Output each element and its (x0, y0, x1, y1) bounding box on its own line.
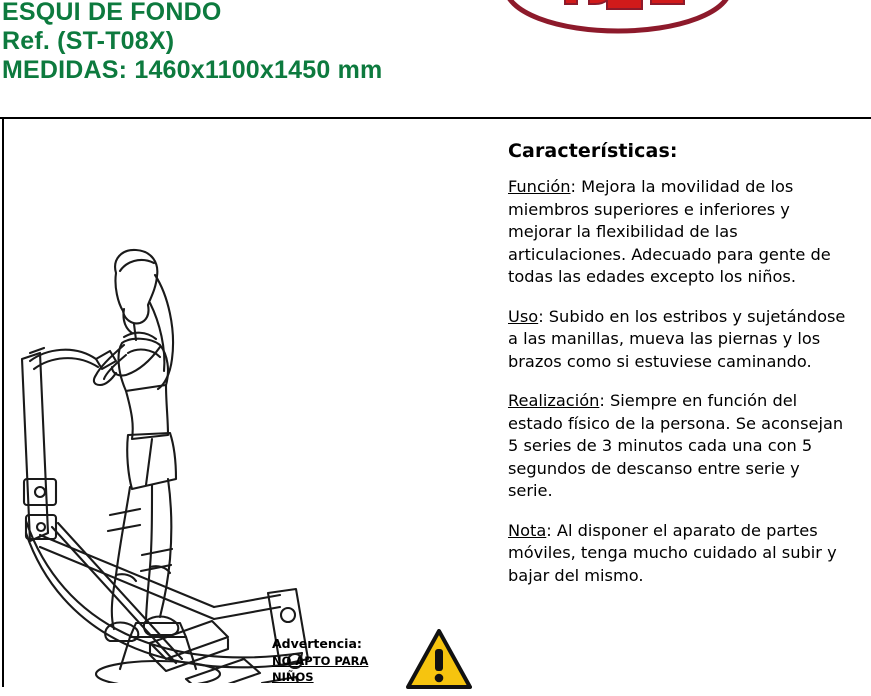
section-funcion-label: Función (508, 177, 571, 196)
section-funcion (508, 176, 848, 289)
characteristics-heading: Características: (508, 140, 678, 162)
warning-triangle-glyph (406, 629, 472, 691)
warning-triangle-icon (406, 629, 472, 691)
product-reference: Ref. (ST-T08X) (2, 27, 175, 55)
section-nota-body: : Al disponer el aparato de partes móviles, tenga mucho cuidado al subir y bajar del mismo. (508, 520, 837, 585)
page-title (2, 0, 382, 85)
product-name: ESQUI DE FONDO (2, 0, 222, 26)
section-uso-label: Uso (508, 306, 539, 326)
product-illustration (0, 123, 470, 683)
section-uso-body: : Subido en los estribos y sujetándose a las manillas, mueva las piernas y los brazos como si estuviese caminando. (508, 306, 846, 371)
cross-country-ski-machine-drawing (0, 123, 470, 683)
product-dimensions: MEDIDAS: 1460x1100x1450 mm (2, 56, 383, 84)
section-realizacion-label: Realización (508, 391, 600, 410)
company-logo-icon (503, 0, 733, 58)
characteristics-section (508, 140, 848, 587)
warning-heading-label: Advertencia: (272, 636, 362, 651)
warning-text: NO APTO PARA NIÑOS (272, 654, 369, 684)
section-realizacion-body: : Siempre en función del estado físico de la persona. Se aconsejan 5 series de 3 minutos cada una con 5 segundos de descanso entre serie y serie. (508, 391, 844, 500)
section-uso (508, 306, 848, 374)
section-funcion-body: : Mejora la movilidad de los miembros superiores e inferiores y mejorar la flexibilidad de las articulaciones. Adecuado para gente de todas las edades excepto los niños. (508, 177, 831, 286)
warning-block (272, 636, 472, 686)
section-nota (508, 520, 848, 588)
section-nota-label: Nota (508, 520, 547, 540)
page-header (0, 0, 871, 114)
warning-heading (272, 636, 400, 685)
company-logo (503, 0, 733, 58)
header-divider (0, 117, 871, 119)
section-realizacion (508, 390, 848, 503)
